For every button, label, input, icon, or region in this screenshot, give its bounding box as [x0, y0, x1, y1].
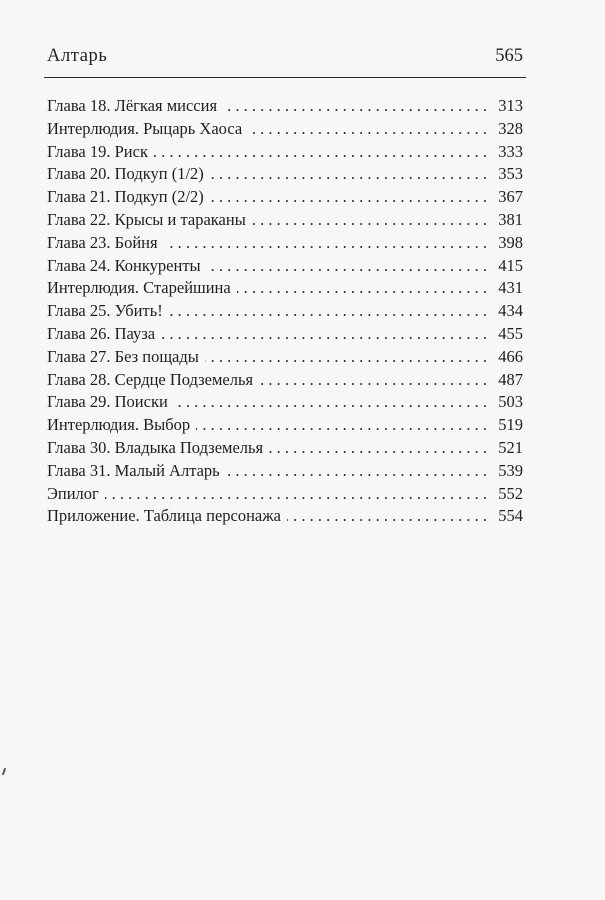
toc-entry — [47, 391, 523, 414]
toc-entry — [47, 209, 523, 232]
toc-entry-page: 466 — [498, 346, 523, 366]
toc-dot-leader — [248, 118, 487, 141]
toc-dot-leader — [287, 505, 487, 528]
toc-entry — [47, 505, 523, 528]
toc-entry-page: 521 — [498, 437, 523, 457]
toc-entry-title: Интерлюдия. Выбор — [47, 415, 191, 435]
toc-dot-leader — [169, 300, 487, 323]
toc-entry-page: 434 — [498, 301, 523, 321]
toc-entry — [47, 255, 523, 278]
toc-entry — [47, 300, 523, 323]
toc-entry-title: Глава 27. Без пощады — [47, 346, 199, 366]
toc-dot-leader — [210, 186, 487, 209]
toc-entry-title: Приложение. Таблица персонажа — [47, 506, 281, 526]
toc-entry-title: Глава 19. Риск — [47, 141, 148, 161]
toc-entry-title: Глава 30. Владыка Подземелья — [47, 437, 264, 457]
toc-entry — [47, 483, 523, 506]
toc-entry — [47, 141, 523, 164]
toc-entry-title: Глава 31. Малый Алтарь — [47, 460, 220, 480]
toc-dot-leader — [205, 346, 487, 369]
toc-entry-page: 539 — [498, 460, 523, 480]
toc-dot-leader — [154, 141, 487, 164]
running-title: Алтарь — [47, 46, 108, 66]
toc-dot-leader — [237, 277, 487, 300]
toc-dot-leader — [207, 255, 487, 278]
toc-entry-page: 487 — [498, 369, 523, 389]
toc-entry-title: Глава 29. Поиски — [47, 392, 168, 412]
toc-entry — [47, 163, 523, 186]
toc-entry — [47, 186, 523, 209]
toc-dot-leader — [259, 369, 487, 392]
toc-entry-page: 431 — [498, 278, 523, 298]
toc-entry — [47, 414, 523, 437]
toc-entry — [47, 95, 523, 118]
toc-entry-title: Глава 22. Крысы и тараканы — [47, 209, 246, 229]
toc-entry-page: 313 — [498, 96, 523, 115]
toc-entry-page: 333 — [498, 141, 523, 161]
page-header — [47, 46, 523, 74]
toc-entry-page: 503 — [498, 392, 523, 412]
toc-entry-title: Глава 26. Пауза — [47, 323, 156, 343]
toc-dot-leader — [252, 209, 487, 232]
toc-dot-leader — [196, 414, 487, 437]
toc-dot-leader — [161, 323, 487, 346]
toc-dot-leader — [210, 163, 487, 186]
header-divider — [44, 77, 526, 78]
toc-entry-title: Глава 24. Конкуренты — [47, 255, 201, 275]
toc-entry-page: 367 — [498, 187, 523, 207]
toc-entry-title: Глава 23. Бойня — [47, 232, 158, 252]
toc-entry-title: Интерлюдия. Старейшина — [47, 278, 231, 298]
toc-dot-leader — [223, 95, 487, 118]
toc-entry-page: 552 — [498, 483, 523, 503]
toc-entry-title: Глава 21. Подкуп (2/2) — [47, 187, 204, 207]
toc-entry — [47, 323, 523, 346]
toc-entry-page: 328 — [498, 118, 523, 138]
toc-entry — [47, 437, 523, 460]
toc-dot-leader — [226, 460, 487, 483]
toc-dot-leader — [105, 483, 487, 506]
toc-entry-page: 554 — [498, 506, 523, 526]
toc-entry-title: Глава 28. Сердце Подземелья — [47, 369, 254, 389]
toc-entry — [47, 277, 523, 300]
toc-entry-page: 398 — [498, 232, 523, 252]
toc-entry-title: Глава 25. Убить! — [47, 301, 163, 321]
toc-entry-page: 353 — [498, 164, 523, 184]
toc-entry — [47, 369, 523, 392]
toc-entry-page: 455 — [498, 323, 523, 343]
toc-entry-title: Интерлюдия. Рыцарь Хаоса — [47, 118, 243, 138]
toc-entry-page: 415 — [498, 255, 523, 275]
toc-dot-leader — [164, 232, 487, 255]
paper-speck — [2, 768, 6, 775]
toc-entry — [47, 346, 523, 369]
toc-entry — [47, 232, 523, 255]
toc-entry — [47, 460, 523, 483]
toc-dot-leader — [269, 437, 487, 460]
toc-entry-title: Эпилог — [47, 483, 99, 503]
table-of-contents — [47, 95, 523, 528]
page-number: 565 — [495, 46, 523, 66]
toc-entry-title: Глава 18. Лёгкая миссия — [47, 96, 218, 115]
toc-entry-title: Глава 20. Подкуп (1/2) — [47, 164, 204, 184]
toc-entry-page: 381 — [498, 209, 523, 229]
toc-entry-page: 519 — [498, 415, 523, 435]
toc-entry — [47, 118, 523, 141]
toc-dot-leader — [174, 391, 487, 414]
